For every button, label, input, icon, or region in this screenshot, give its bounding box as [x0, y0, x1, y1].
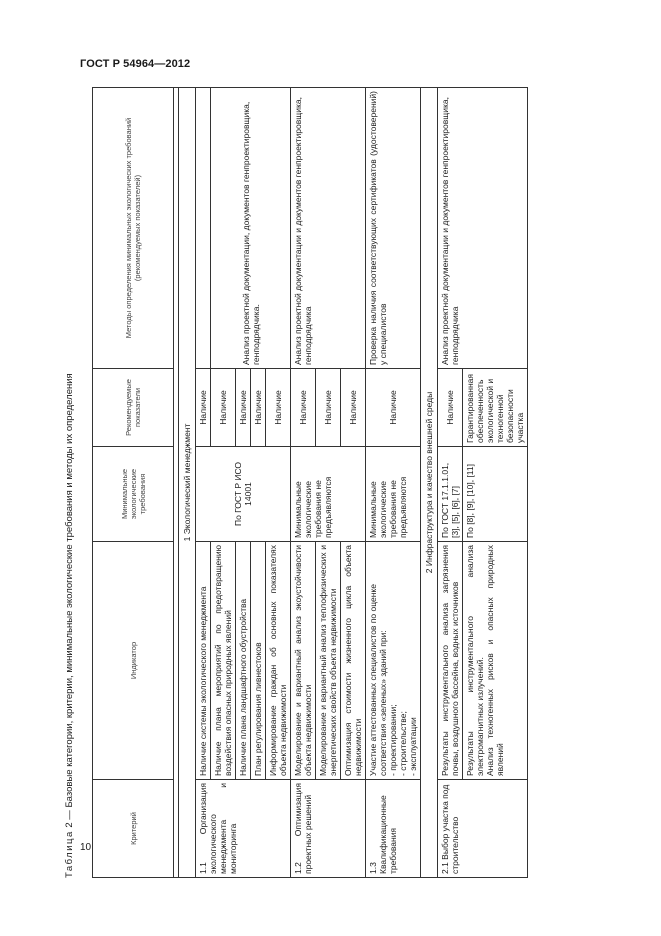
recommended-cell: Наличие: [266, 369, 291, 447]
recommended-cell: Наличие: [341, 369, 366, 447]
indicator-cell: Моделирование и вариантный анализ экоустойчивости объекта недвижимости: [291, 542, 316, 780]
table-header-row: [93, 88, 174, 878]
section-title: 2 Инфраструктура и качество внешней среды: [421, 88, 438, 878]
indicator-list-item: - проектировании;: [388, 704, 398, 776]
rotated-table-page: [62, 88, 525, 878]
recommended-cell: Наличие: [316, 369, 341, 447]
table-row: [366, 88, 421, 878]
page-number: 10: [80, 842, 92, 853]
recommended-cell: Гарантированная обеспеченность экологической и техногенной безопасности участка: [463, 369, 528, 447]
criterion-cell: 1.1 Организация экологического менеджмента и мониторинга: [196, 780, 291, 878]
table-row: [291, 88, 316, 878]
min-requirement-cell: По [8], [9], [10], [11]: [463, 447, 528, 542]
min-requirement-cell: По ГОСТ Р ИСО 14001: [196, 447, 291, 542]
indicator-cell: Информирование граждан об основных показателях объекта недвижимости: [266, 542, 291, 780]
table-caption: [62, 88, 78, 878]
indicator-cell: [366, 542, 421, 780]
indicator-list-item: - эксплуатации: [408, 717, 418, 776]
method-cell: Анализ проектной документации и документов генпроектировщика, генподрядчика: [291, 88, 366, 369]
method-cell: Анализ проектной документации, документов генпроектировщика, генподрядчика.: [211, 88, 291, 369]
col-header-methods: Методы определения минимальных экологических требований (рекомендуемых показателей): [93, 88, 174, 369]
table-row: [438, 88, 463, 878]
min-requirement-cell: Минимальные экологические требования не предъявляются: [291, 447, 366, 542]
method-cell: Анализ проектной документации и документов генпроектировщика, генподрядчика: [438, 88, 528, 369]
document-header: ГОСТ Р 54964—2012: [80, 58, 191, 70]
indicator-cell: [463, 542, 528, 780]
recommended-cell: Наличие: [438, 369, 463, 447]
indicator-cell: Оптимизация стоимости жизненного цикла объекта недвижимости: [341, 542, 366, 780]
col-header-min-requirements: Минимальные экологические требования: [93, 447, 174, 542]
recommended-cell: Наличие: [211, 369, 236, 447]
recommended-cell: Наличие: [251, 369, 266, 447]
col-header-criterion: Критерий: [93, 780, 174, 878]
criterion-cell: 2.1 Выбор участка под строительство: [438, 780, 528, 878]
indicator-cell: Наличие плана ландшафтного обустройства: [236, 542, 251, 780]
table-caption-text: 2 — Базовые категории, критерии, минимальные экологические требования и методы их определения: [64, 373, 75, 831]
section-title: 1 Экологический менеджмент: [179, 88, 196, 878]
recommended-cell: Наличие: [366, 369, 421, 447]
recommended-cell: Наличие: [291, 369, 316, 447]
indicator-cell: План регулирования ливнестоков: [251, 542, 266, 780]
min-requirement-cell: Минимальные экологические требования не предъявляются: [366, 447, 421, 542]
section-row: [179, 88, 196, 878]
indicator-cell: Результаты инструментального анализа загрязнения почвы, воздушного бассейна, водных источников: [438, 542, 463, 780]
indicator-cell: Наличие плана мероприятий по предотвращению воздействия опасных природных явлений: [211, 542, 236, 780]
col-header-indicator: Индикатор: [93, 542, 174, 780]
table-row: [196, 88, 211, 878]
method-cell-empty: [196, 88, 211, 369]
criteria-table: [92, 87, 528, 878]
section-row: [421, 88, 438, 878]
recommended-cell: Наличие: [196, 369, 211, 447]
indicator-cell: Моделирование и вариантный анализ теплофизических и энергетических свойств объекта недвижимости: [316, 542, 341, 780]
table-caption-prefix: Таблица: [64, 830, 75, 878]
indicator-list-item: - строительстве;: [398, 711, 408, 776]
recommended-cell: Наличие: [236, 369, 251, 447]
indicator-text: Участие аттестованных специалистов по оценке соответствия «зеленых» зданий при:: [368, 584, 388, 776]
criterion-cell: 1.2 Оптимизация проектных решений: [291, 780, 366, 878]
indicator-cell: Наличие системы экологического менеджмента: [196, 542, 211, 780]
min-requirement-cell: По ГОСТ 17.1.1.01, [3], [5], [6], [7]: [438, 447, 463, 542]
criterion-cell: 1.3 Квалификационные требования: [366, 780, 421, 878]
indicator-text: Анализ техногенных рисков и опасных природных явлений: [485, 545, 505, 776]
indicator-text: Результаты инструментального анализа электромагнитных излучений.: [465, 545, 485, 776]
col-header-recommended: Рекомендуемые показатели: [93, 369, 174, 447]
method-cell: Проверка наличия соответствующих сертификатов (удостоверений) у специалистов: [366, 88, 421, 369]
